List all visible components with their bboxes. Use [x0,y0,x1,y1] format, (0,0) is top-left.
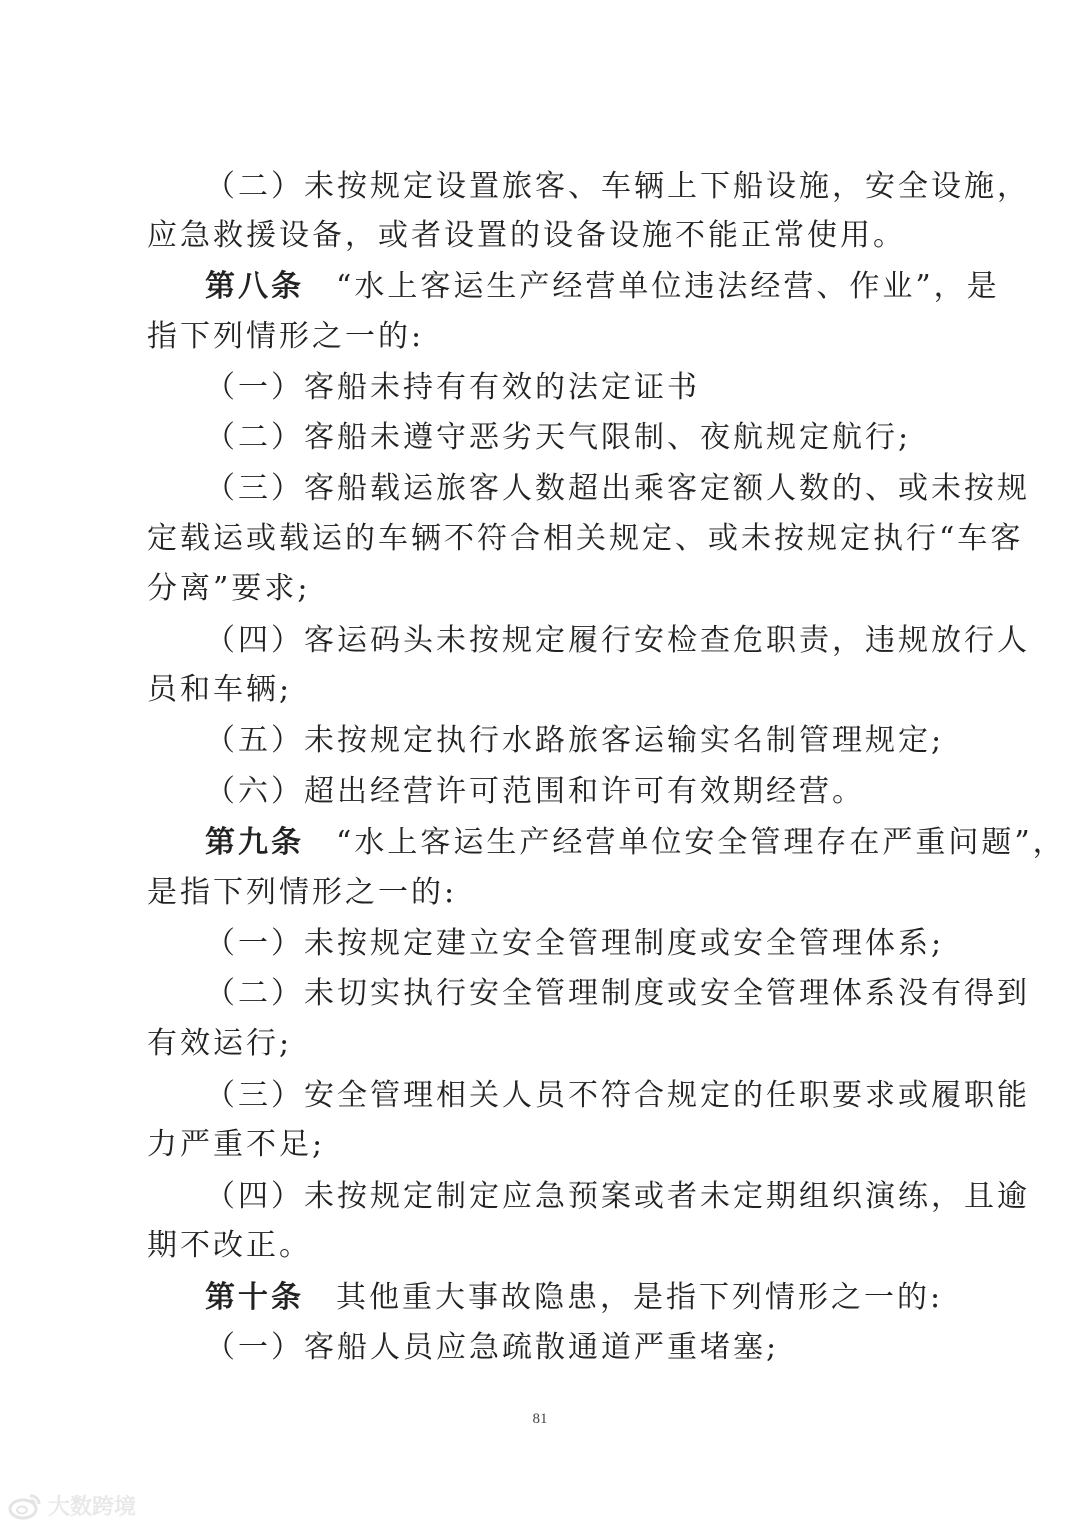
paragraph-line: 是指下列情形之一的: [147,875,458,910]
paragraph-line: 分离”要求; [147,571,311,606]
article-text: “水上客运生产经营单位违法经营、作业”，是 [336,269,1000,304]
article-heading: 第九条 [205,825,304,860]
article-9 [205,824,1066,862]
paragraph-line: （一）客船人员应急疏散通道严重堵塞; [205,1330,780,1365]
weibo-logo-icon [8,1492,42,1520]
paragraph-line: （六）超出经营许可范围和许可有效期经营。 [205,774,865,809]
paragraph-line: （二）未按规定设置旅客、车辆上下船设施，安全设施， [205,169,1030,204]
paragraph-line: 有效运行; [147,1026,293,1061]
paragraph-line: （二）客船未遵守恶劣天气限制、夜航规定航行; [205,420,912,455]
paragraph-line: 力严重不足; [147,1127,326,1162]
article-text: “水上客运生产经营单位安全管理存在严重问题”， [336,825,1066,860]
paragraph-line: （五）未按规定执行水路旅客运输实名制管理规定; [205,723,945,758]
article-10 [205,1279,943,1317]
paragraph-line: （四）客运码头未按规定履行安检查危职责，违规放行人 [205,623,1030,658]
paragraph-line: （四）未按规定制定应急预案或者未定期组织演练，且逾 [205,1179,1030,1214]
paragraph-line: （一）未按规定建立安全管理制度或安全管理体系; [205,926,945,961]
paragraph-line: 应急救援设备，或者设置的设备设施不能正常使用。 [147,218,906,253]
paragraph-line: 指下列情形之一的: [147,319,425,354]
article-text: 其他重大事故隐患，是指下列情形之一的: [336,1280,944,1315]
paragraph-line: （三）客船载运旅客人数超出乘客定额人数的、或未按规 [205,471,1030,506]
page-number: 81 [532,1411,548,1427]
watermark [8,1490,136,1521]
article-heading: 第八条 [205,269,304,304]
paragraph-line: 定载运或载运的车辆不符合相关规定、或未按规定执行“车客 [147,521,1024,556]
paragraph-line: （三）安全管理相关人员不符合规定的任职要求或履职能 [205,1078,1030,1113]
watermark-text: 大数跨境 [48,1495,137,1520]
article-heading: 第十条 [205,1280,304,1315]
paragraph-line: 员和车辆; [147,672,293,707]
paragraph-line: 期不改正。 [147,1228,312,1263]
paragraph-line: （一）客船未持有有效的法定证书 [205,370,700,405]
paragraph-line: （二）未切实执行安全管理制度或安全管理体系没有得到 [205,976,1030,1011]
article-8 [205,268,1000,306]
